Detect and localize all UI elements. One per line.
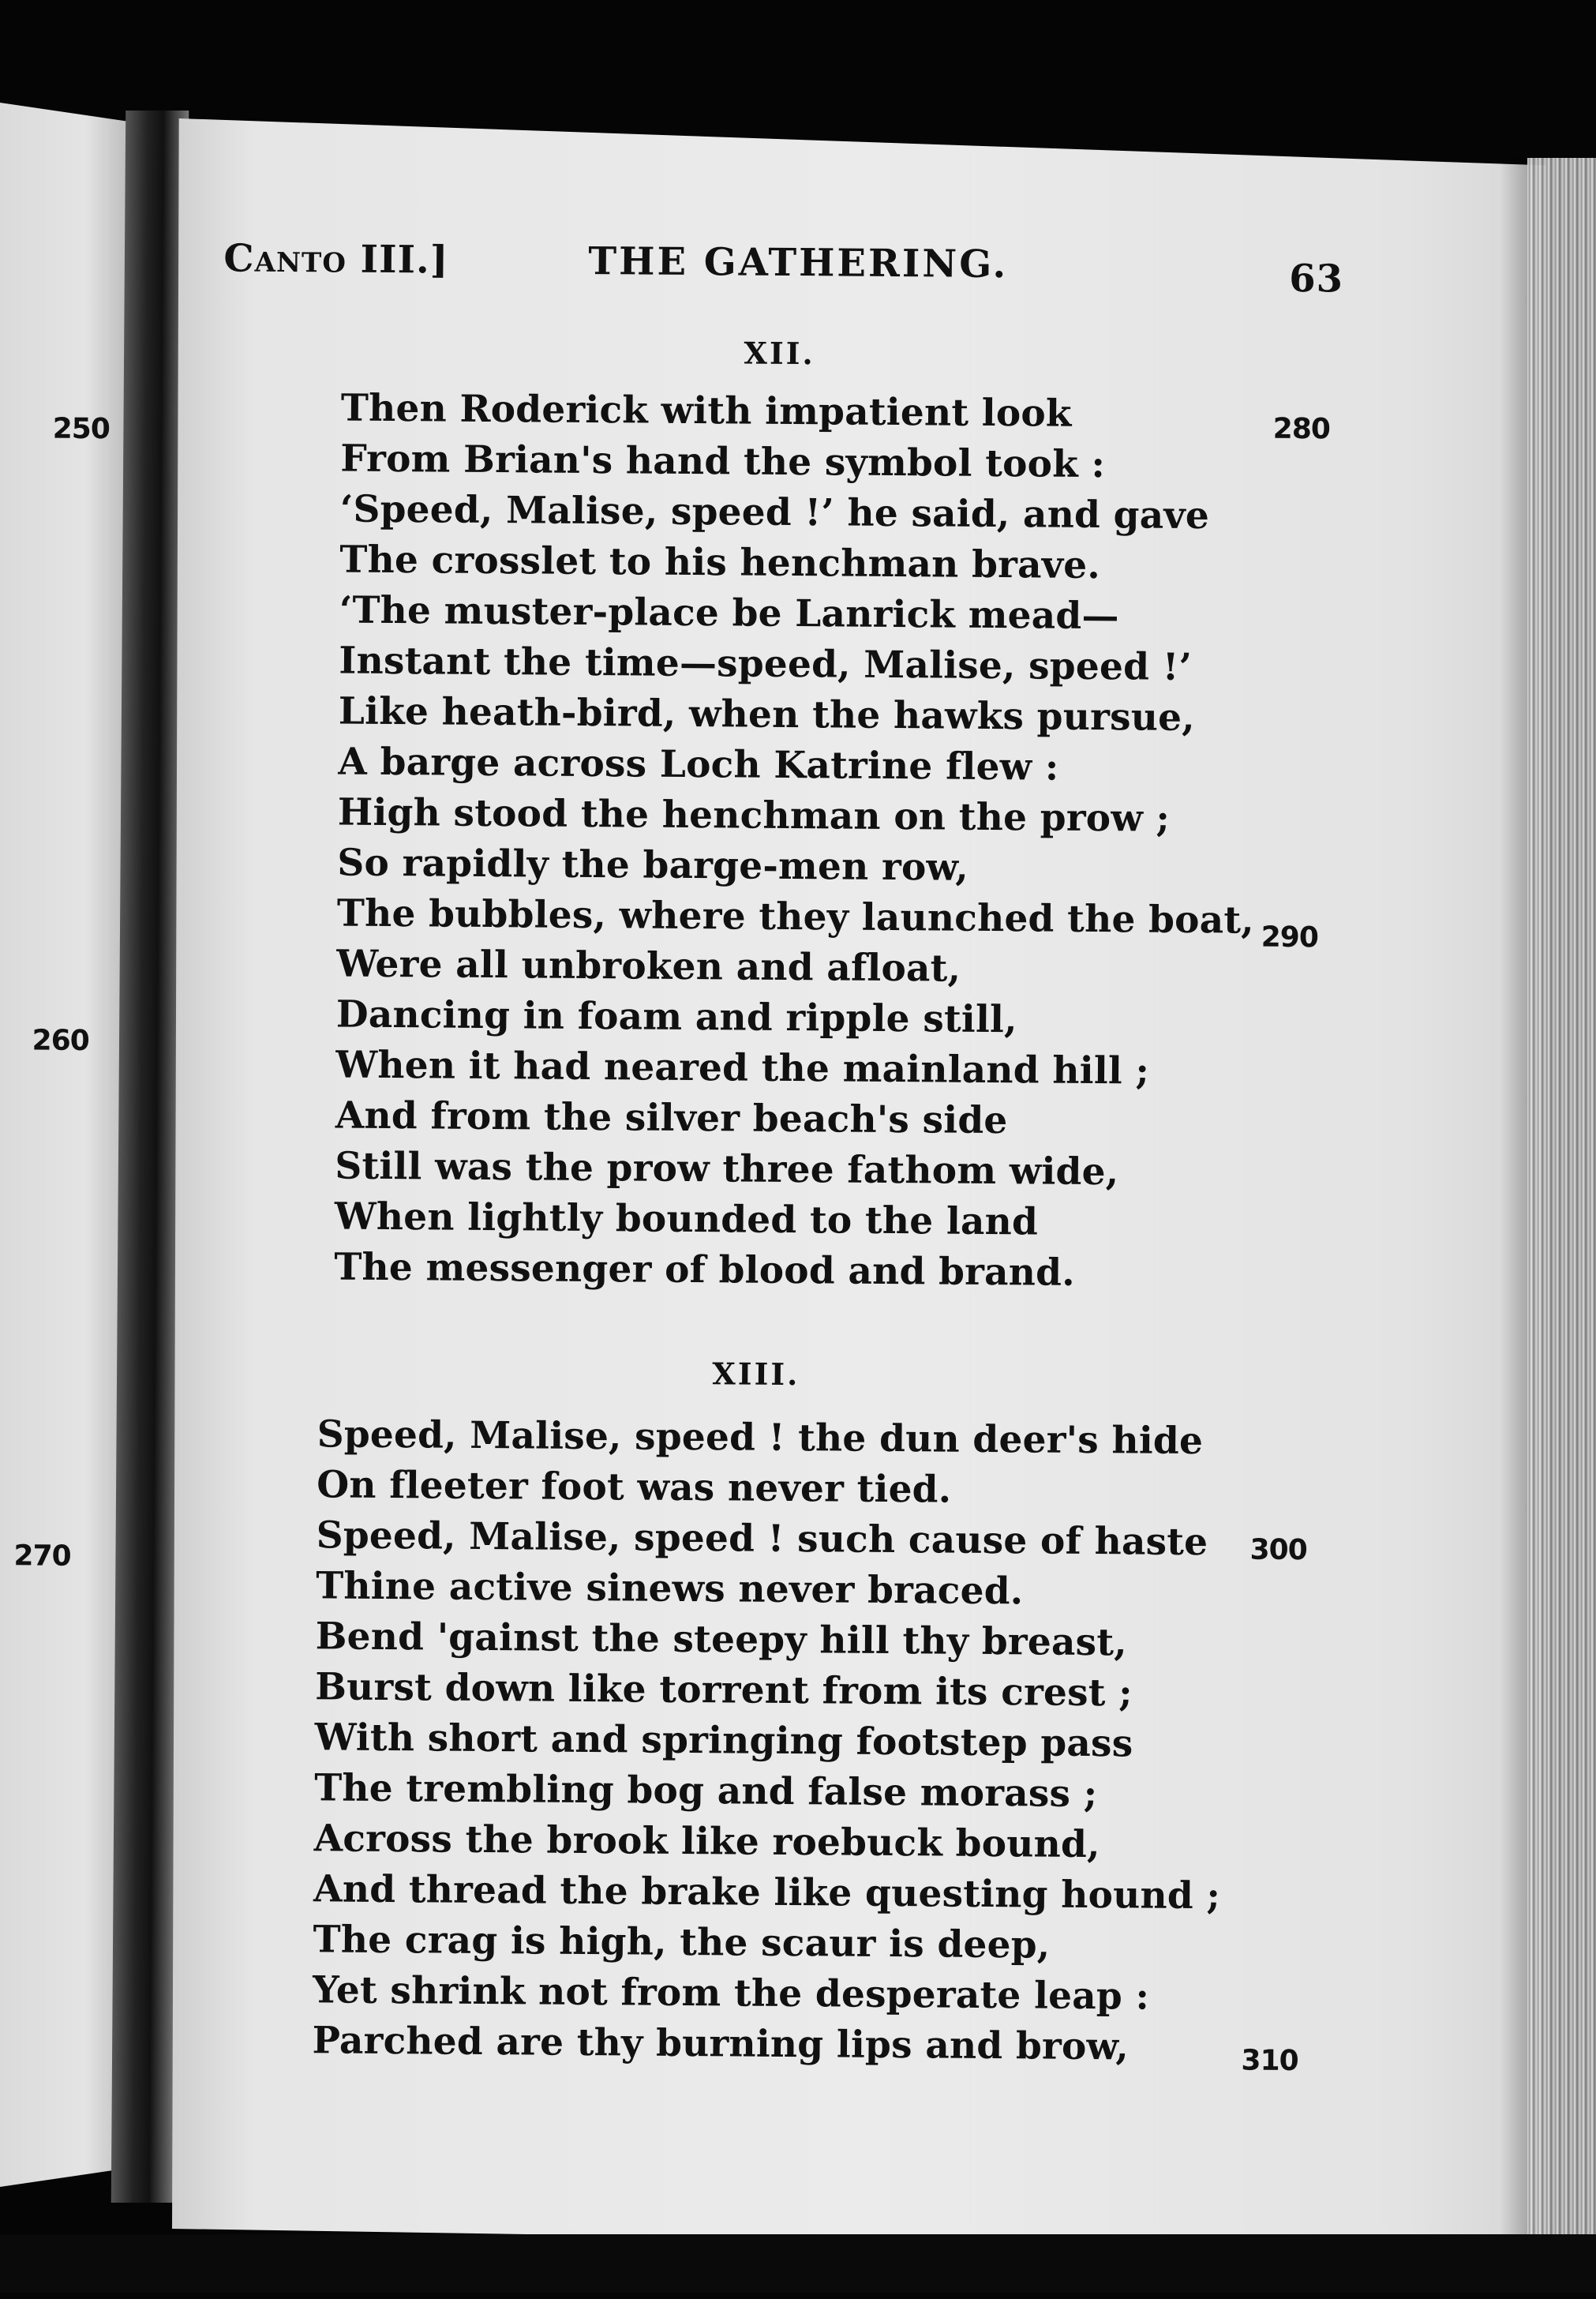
verse-line: Then Roderick with impatient look: [340, 386, 1072, 436]
verse-line: Across the brook like roebuck bound,: [313, 1817, 1100, 1867]
verse-line: Parched are thy burning lips and brow,: [312, 2019, 1130, 2069]
verse-line: The crag is high, the scaur is deep,: [313, 1918, 1051, 1967]
line-number: 290: [1261, 921, 1319, 954]
verse-line: A barge across Loch Katrine flew :: [338, 740, 1059, 789]
verse-line: High stood the henchman on the prow ;: [337, 790, 1171, 841]
stanza-number: XIII.: [712, 1356, 800, 1393]
verse-line: ‘Speed, Malise, speed !’ he said, and gave: [339, 487, 1210, 538]
left-line-number: 260: [32, 1024, 89, 1058]
left-line-number: 250: [52, 412, 111, 446]
verse-line: The bubbles, where they launched the boat,: [336, 891, 1255, 943]
verse-line: Dancing in foam and ripple still,: [335, 992, 1017, 1042]
verse-line: The messenger of blood and brand.: [334, 1245, 1075, 1295]
verse-line: Yet shrink not from the desperate leap :: [312, 1968, 1150, 2019]
stanza-xii: [334, 384, 1258, 1300]
stanza-number: XII.: [744, 335, 815, 372]
verse-line: With short and springing footstep pass: [314, 1716, 1133, 1766]
running-head-canto: Canto III.]: [223, 236, 449, 283]
line-number: 280: [1272, 412, 1331, 446]
verse-line: Like heath-bird, when the hawks pursue,: [338, 689, 1195, 741]
verse-line: Speed, Malise, speed ! the dun deer's hide: [317, 1412, 1204, 1464]
line-number: 310: [1241, 2044, 1298, 2078]
verse-line: Instant the time—speed, Malise, speed !’: [339, 639, 1193, 689]
verse-line: When it had neared the mainland hill ;: [335, 1043, 1150, 1093]
verse-line: The trembling bog and false morass ;: [313, 1766, 1098, 1817]
verse-line: And from the silver beach's side: [335, 1093, 1008, 1143]
verse-line: From Brian's hand the symbol took :: [340, 437, 1106, 487]
running-head-title: THE GATHERING.: [588, 238, 1009, 287]
verse-line: ‘The muster-place be Lanrick mead—: [339, 588, 1119, 639]
verse-line: And thread the brake like questing hound ;: [313, 1867, 1221, 1918]
verse-line: When lightly bounded to the land: [334, 1195, 1039, 1244]
verse-line: On fleeter foot was never tied.: [316, 1463, 952, 1512]
verse-line: The crosslet to his henchman brave.: [339, 538, 1101, 588]
verse-line: Still was the prow three fathom wide,: [335, 1144, 1119, 1195]
verse-line: Burst down like torrent from its crest ;: [314, 1665, 1133, 1716]
verse-line: Thine active sinews never braced.: [315, 1564, 1024, 1614]
verse-line: So rapidly the barge-men row,: [337, 841, 969, 890]
verse-line: Speed, Malise, speed ! such cause of haste: [316, 1513, 1208, 1565]
verse-line: Bend 'gainst the steepy hill thy breast,: [315, 1615, 1128, 1665]
left-line-number: 270: [13, 1540, 71, 1573]
verse-line: Were all unbroken and afloat,: [336, 942, 961, 991]
line-number: 300: [1249, 1533, 1307, 1567]
stanza-xiii: [312, 1409, 1223, 2073]
page-number: 63: [1289, 256, 1344, 302]
